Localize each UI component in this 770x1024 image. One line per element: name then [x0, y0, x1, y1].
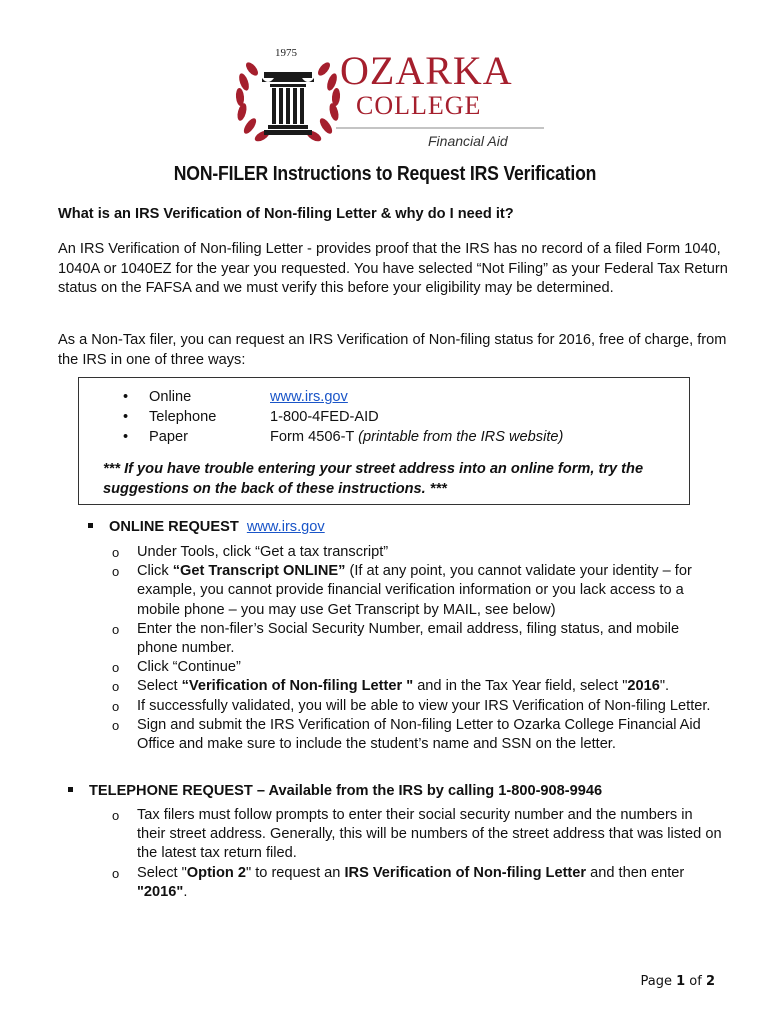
online-irs-link[interactable]: www.irs.gov — [246, 519, 325, 535]
telephone-heading-text: TELEPHONE REQUEST – Available from the IRS by calling 1-800-908-9946 — [89, 783, 603, 799]
request-methods-box — [78, 377, 690, 505]
list-item: o Click “Continue” — [112, 658, 722, 677]
form-name: Form 4506-T — [270, 429, 355, 445]
ozarka-logo — [228, 42, 558, 154]
telephone-steps — [112, 806, 722, 902]
page-title: NON-FILER Instructions to Request IRS Verification — [173, 163, 597, 185]
online-request-heading — [88, 517, 325, 537]
logo-name-line1: OZARKA — [340, 48, 513, 93]
request-methods-list — [123, 387, 563, 447]
square-bullet-icon — [88, 523, 93, 528]
logo-name-line2: COLLEGE — [356, 91, 482, 120]
list-item: o Under Tools, click “Get a tax transcript” — [112, 543, 722, 562]
list-item: o If successfully validated, you will be able to view your IRS Verification of Non-filing Letter. — [112, 697, 722, 716]
method-form — [270, 427, 563, 447]
list-item: o Click “Get Transcript ONLINE” (If at any point, you cannot validate your identity – for example, you cannot provide financial verification information or you lack access to a mobile phone – you may use Get Transcript by MAIL, see below) — [112, 562, 722, 620]
list-item: o Sign and submit the IRS Verification of Non-filing Letter to Ozarka College Financial Aid Office and make sure to include the student’s name and SSN on the letter. — [112, 716, 722, 754]
intro-paragraph-1: An IRS Verification of Non-filing Letter - provides proof that the IRS has no record of a filed Form 1040, 1040A or 1040EZ for the year you requested. You have selected “Not Filing” as your Federal Tax Return status on the FAFSA and we must verify this before your eligibility may be determined. — [58, 241, 728, 296]
logo-year: 1975 — [275, 47, 297, 59]
list-item: o Select "Option 2" to request an IRS Verification of Non-filing Letter and then enter "2016". — [112, 864, 722, 902]
list-item: o Enter the non-filer’s Social Security Number, email address, filing status, and mobile phone number. — [112, 620, 722, 658]
list-item: o Tax filers must follow prompts to enter their social security number and the numbers in their street address. Generally, this will be numbers of the street address that was listed on the latest tax return filed. — [112, 806, 722, 864]
intro-paragraph-2: As a Non-Tax filer, you can request an IRS Verification of Non-filing status for 2016, free of charge, from the IRS in one of three ways: — [58, 332, 727, 368]
online-steps — [112, 543, 722, 754]
intro-question: What is an IRS Verification of Non-filing Letter & why do I need it? — [58, 206, 514, 222]
list-item: o Select “Verification of Non-filing Letter " and in the Tax Year field, select "2016". — [112, 677, 722, 696]
method-phone-number: 1-800-4FED-AID — [270, 409, 379, 425]
square-bullet-icon — [68, 787, 73, 792]
irs-website-link[interactable]: www.irs.gov — [270, 389, 348, 405]
online-heading-text: ONLINE REQUEST — [109, 519, 239, 535]
method-name: Paper — [149, 429, 188, 445]
method-paper — [123, 427, 563, 447]
method-telephone — [123, 407, 563, 427]
bullet: • — [123, 389, 129, 405]
address-note: *** If you have trouble entering your street address into an online form, try the suggestions on the back of these instructions. *** — [103, 461, 644, 497]
method-online — [123, 387, 563, 407]
page-number: Page 1 of 2 — [640, 974, 715, 989]
method-name: Telephone — [149, 409, 217, 425]
logo-subtitle: Financial Aid — [428, 133, 508, 149]
bullet: • — [123, 409, 129, 425]
bullet: • — [123, 429, 129, 445]
method-name: Online — [149, 389, 192, 405]
form-note: (printable from the IRS website) — [358, 429, 564, 445]
telephone-request-heading — [68, 781, 602, 801]
laurel-pillar-emblem — [228, 42, 558, 154]
